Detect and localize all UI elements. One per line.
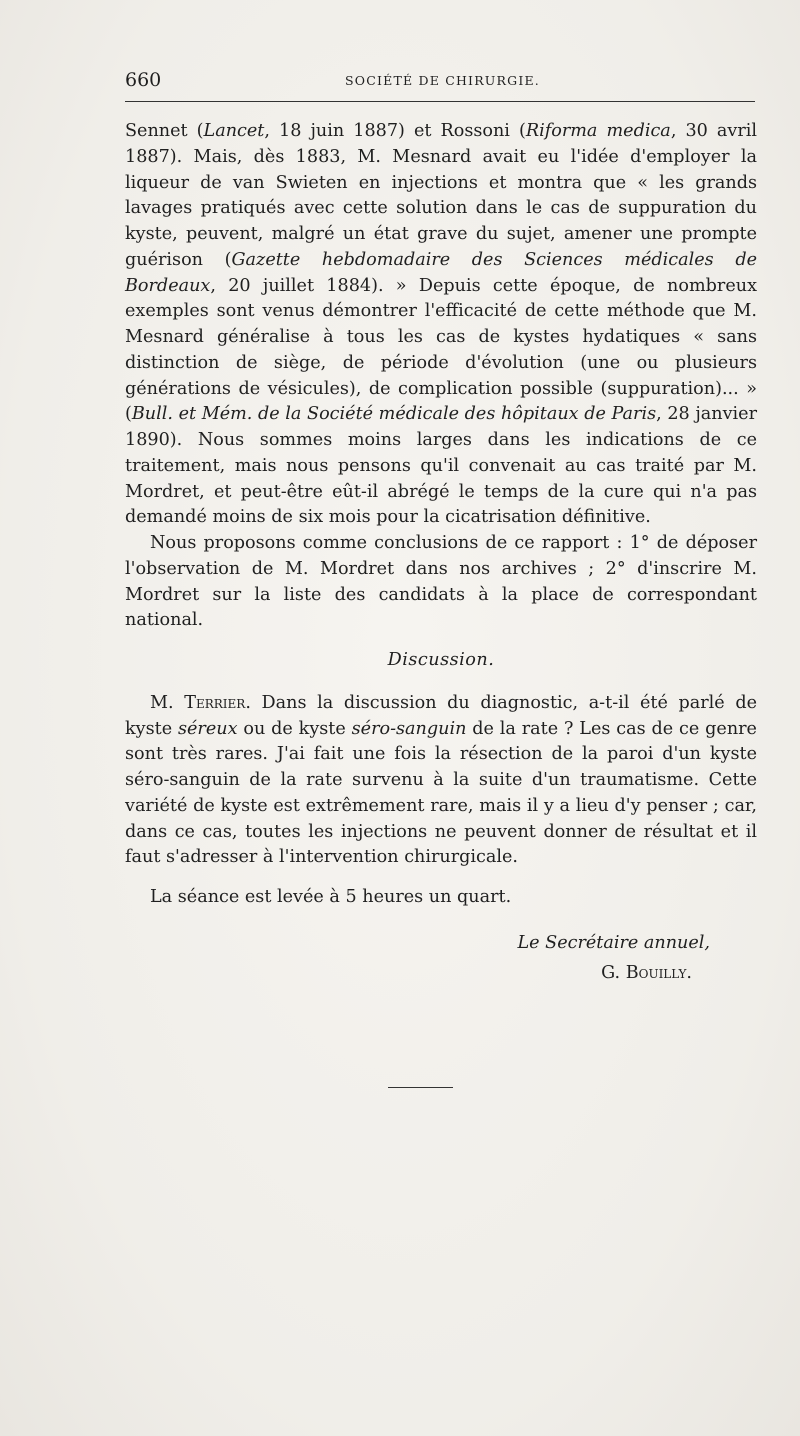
- speaker-name: Terrier: [184, 692, 246, 713]
- text-run: , 28 janvier 1890). Nous sommes moins larges dans les indications de ce traitement, mais nous pensons qu'il convenait au cas traité par M. Mordret, et peut-être eût-il abrégé le temps de la cure qui n'a pas demandé moins de six mois pour la cicatrisation définitive.: [125, 404, 757, 528]
- text-run: .: [686, 962, 692, 983]
- paragraph-discussion: [125, 691, 757, 871]
- journal-title-bulletin: Bull. et Mém. de la Société médicale des hôpitaux de Paris: [131, 404, 657, 425]
- page-number: 660: [125, 69, 162, 91]
- text-run: , 18 juin 1887) et Rossoni (: [264, 121, 526, 141]
- signature-role: Le Secrétaire annuel,: [517, 932, 710, 953]
- text-run: Sennet (: [125, 121, 204, 141]
- header-rule: [125, 101, 755, 102]
- term-sero-sanguin: séro-sanguin: [351, 718, 467, 739]
- term-sereux: séreux: [177, 718, 238, 739]
- body-text: [125, 119, 757, 986]
- text-run: G.: [601, 962, 626, 983]
- text-run: ou de kyste: [237, 718, 352, 739]
- signature-name: [125, 961, 757, 987]
- journal-title-riforma: Riforma medica: [525, 121, 671, 141]
- journal-title-lancet: Lancet: [203, 121, 265, 141]
- running-title: SOCIÉTÉ DE CHIRURGIE.: [345, 73, 540, 88]
- paragraph-citations: [125, 119, 757, 531]
- text-run: . Dans la discussion du diagnostic, a-t-il été parlé de kyste: [125, 692, 757, 739]
- text-run: , 20 juillet 1884). » Depuis cette époque, de nombreux exemples sont venus démontrer l'efficacité de cette méthode que M. Mesnard généralise à tous les cas de kystes hydatiques « sans distinction de siège, de période d'évolution (une ou plusieurs générations de vésicules), de complication possible (suppuration)... » (: [125, 275, 757, 425]
- paragraph-closing: La séance est levée à 5 heures un quart.: [150, 887, 512, 907]
- text-run: , 30 avril 1887). Mais, dès 1883, M. Mesnard avait eu l'idée d'employer la liqueur de van Swieten en injections et montra que « les grands lavages pratiqués avec cette solution dans le cas de suppuration du kyste, peuvent, malgré un état grave du sujet, amener une prompte guérison (: [125, 121, 757, 270]
- section-heading-discussion: Discussion.: [387, 650, 495, 670]
- text-run: de la rate ? Les cas de ce genre sont très rares. J'ai fait une fois la résection de la paroi d'un kyste séro-sanguin de la rate survenu à la suite d'un traumatisme. Cette variété de kyste est extrêmement rare, mais il y a lieu d'y penser ; car, dans ce cas, toutes les injections ne peuvent donner de résultat et il faut s'adresser à l'intervention chirurgicale.: [125, 718, 757, 868]
- signature-surname: Bouilly: [625, 962, 687, 983]
- running-head: [125, 66, 755, 94]
- paragraph-conclusions: Nous proposons comme conclusions de ce rapport : 1° de déposer l'observation de M. Mordret dans nos archives ; 2° d'inscrire M. Mordret sur la liste des candidats à la place de correspondant national.: [125, 533, 757, 631]
- end-rule: [388, 1087, 453, 1088]
- text-run: M.: [150, 692, 185, 713]
- journal-title-gazette: Gazette hebdomadaire des Sciences médicales de Bordeaux: [125, 249, 757, 296]
